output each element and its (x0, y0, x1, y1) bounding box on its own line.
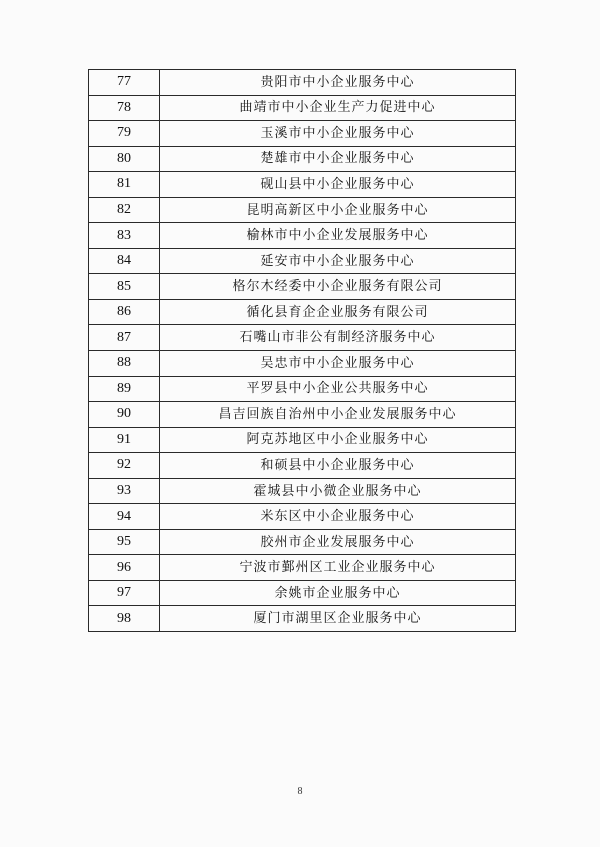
organization-name-cell: 延安市中小企业服务中心 (160, 248, 516, 274)
row-number-cell: 86 (89, 299, 160, 325)
row-number-cell: 81 (89, 172, 160, 198)
table-row (89, 453, 516, 479)
table-body (89, 70, 516, 632)
organization-name-cell: 平罗县中小企业公共服务中心 (160, 376, 516, 402)
organization-name-cell: 和硕县中小企业服务中心 (160, 453, 516, 479)
table-row (89, 197, 516, 223)
row-number-cell: 96 (89, 555, 160, 581)
row-number-cell: 79 (89, 121, 160, 147)
table-row (89, 580, 516, 606)
row-number-cell: 93 (89, 478, 160, 504)
organization-name-cell: 玉溪市中小企业服务中心 (160, 121, 516, 147)
organization-name-cell: 榆林市中小企业发展服务中心 (160, 223, 516, 249)
table-row (89, 146, 516, 172)
row-number-cell: 92 (89, 453, 160, 479)
row-number-cell: 78 (89, 95, 160, 121)
page-number: 8 (297, 786, 303, 797)
organization-name-cell: 昌吉回族自治州中小企业发展服务中心 (160, 402, 516, 428)
organization-name-cell: 厦门市湖里区企业服务中心 (160, 606, 516, 632)
table-row (89, 351, 516, 377)
table-row (89, 70, 516, 96)
row-number-cell: 83 (89, 223, 160, 249)
organization-name-cell: 循化县育企企业服务有限公司 (160, 299, 516, 325)
table-row (89, 529, 516, 555)
organization-name-cell: 昆明高新区中小企业服务中心 (160, 197, 516, 223)
table-row (89, 478, 516, 504)
organization-name-cell: 吴忠市中小企业服务中心 (160, 351, 516, 377)
row-number-cell: 88 (89, 351, 160, 377)
table-row (89, 402, 516, 428)
organization-name-cell: 格尔木经委中小企业服务有限公司 (160, 274, 516, 300)
organization-name-cell: 米东区中小企业服务中心 (160, 504, 516, 530)
organization-name-cell: 阿克苏地区中小企业服务中心 (160, 427, 516, 453)
table-row (89, 606, 516, 632)
organization-name-cell: 砚山县中小企业服务中心 (160, 172, 516, 198)
row-number-cell: 95 (89, 529, 160, 555)
table-row (89, 172, 516, 198)
organization-name-cell: 贵阳市中小企业服务中心 (160, 70, 516, 96)
row-number-cell: 89 (89, 376, 160, 402)
row-number-cell: 80 (89, 146, 160, 172)
organization-name-cell: 宁波市鄞州区工业企业服务中心 (160, 555, 516, 581)
row-number-cell: 84 (89, 248, 160, 274)
row-number-cell: 85 (89, 274, 160, 300)
organization-name-cell: 余姚市企业服务中心 (160, 580, 516, 606)
service-center-table (88, 69, 516, 632)
table-row (89, 223, 516, 249)
table-row (89, 95, 516, 121)
table-row (89, 248, 516, 274)
organization-name-cell: 楚雄市中小企业服务中心 (160, 146, 516, 172)
table-row (89, 121, 516, 147)
table-row (89, 376, 516, 402)
table-row (89, 274, 516, 300)
row-number-cell: 77 (89, 70, 160, 96)
organization-name-cell: 石嘴山市非公有制经济服务中心 (160, 325, 516, 351)
row-number-cell: 97 (89, 580, 160, 606)
row-number-cell: 94 (89, 504, 160, 530)
row-number-cell: 98 (89, 606, 160, 632)
table-row (89, 427, 516, 453)
row-number-cell: 90 (89, 402, 160, 428)
organization-name-cell: 胶州市企业发展服务中心 (160, 529, 516, 555)
row-number-cell: 82 (89, 197, 160, 223)
organization-name-cell: 霍城县中小微企业服务中心 (160, 478, 516, 504)
table-row (89, 325, 516, 351)
table-row (89, 299, 516, 325)
row-number-cell: 87 (89, 325, 160, 351)
row-number-cell: 91 (89, 427, 160, 453)
table-row (89, 504, 516, 530)
organization-name-cell: 曲靖市中小企业生产力促进中心 (160, 95, 516, 121)
table-row (89, 555, 516, 581)
